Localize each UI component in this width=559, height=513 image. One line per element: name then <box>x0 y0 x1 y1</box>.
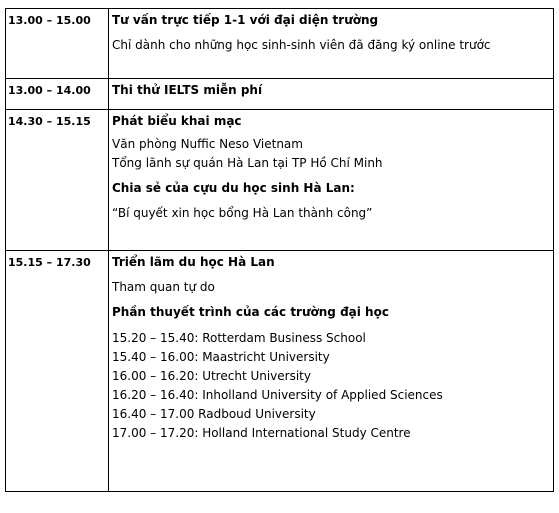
event-quote: “Bí quyết xin học bổng Hà Lan thành công” <box>112 206 373 220</box>
event-subtitle: Chia sẻ của cựu du học sinh Hà Lan: <box>112 181 355 195</box>
schedule-row <box>6 9 554 79</box>
event-note: Tham quan tự do <box>112 280 215 294</box>
event-cell <box>109 9 554 79</box>
presentation-slot: 16.00 – 16.20: Utrecht University <box>112 369 311 383</box>
presentation-slot: 15.20 – 15.40: Rotterdam Business School <box>112 331 366 345</box>
schedule-table <box>5 8 554 492</box>
event-title: Tư vấn trực tiếp 1-1 với đại diện trường <box>112 13 379 27</box>
event-note: Chỉ dành cho những học sinh-sinh viên đã đăng ký online trước <box>112 38 491 52</box>
presentation-slot: 15.40 – 16.00: Maastricht University <box>112 350 330 364</box>
presentation-slot: 16.40 – 17.00 Radboud University <box>112 407 316 421</box>
event-title: Phát biểu khai mạc <box>112 114 242 128</box>
schedule-row <box>6 79 554 110</box>
time-cell: 15.15 – 17.30 <box>6 251 109 492</box>
event-title: Thi thử IELTS miễn phí <box>112 83 263 97</box>
speaker-line: Văn phòng Nuffic Neso Vietnam <box>112 137 303 151</box>
schedule-row <box>6 110 554 251</box>
time-cell: 13.00 – 15.00 <box>6 9 109 79</box>
speaker-line: Tổng lãnh sự quán Hà Lan tại TP Hồ Chí Minh <box>112 156 383 170</box>
event-cell <box>109 251 554 492</box>
presentation-slot: 17.00 – 17.20: Holland International Study Centre <box>112 426 411 440</box>
event-subtitle: Phần thuyết trình của các trường đại học <box>112 305 389 319</box>
event-cell <box>109 79 554 110</box>
presentation-slot: 16.20 – 16.40: Inholland University of Applied Sciences <box>112 388 443 402</box>
event-cell <box>109 110 554 251</box>
time-cell: 13.00 – 14.00 <box>6 79 109 110</box>
time-cell: 14.30 – 15.15 <box>6 110 109 251</box>
presentation-list <box>112 329 550 443</box>
schedule-row <box>6 251 554 492</box>
event-title: Triển lãm du học Hà Lan <box>112 255 275 269</box>
